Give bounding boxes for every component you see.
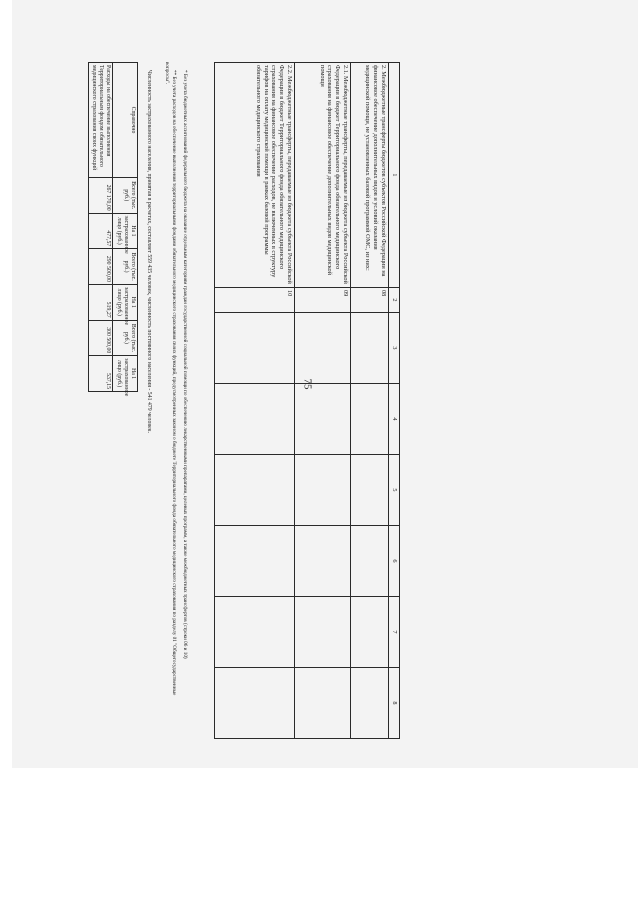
ref-header-row <box>113 63 138 392</box>
ref-col-header: Всего (тыс. руб.) <box>113 249 138 285</box>
col-header-4: 4 <box>389 384 400 455</box>
table-cell <box>351 597 389 668</box>
row-code: 08 <box>351 288 389 313</box>
row-description: 2. Межбюджетные трансферты бюджетов субъектов Российской Федерации на финансовое обеспечение дополнительных видов и условий оказания медицинской помощи, не установленных базовой программой ОМС, из них: <box>351 63 389 288</box>
col-header-2: 2 <box>389 288 400 313</box>
table-cell <box>295 313 351 384</box>
table-cell <box>351 384 389 455</box>
ref-col-header: На 1 застрахованное лицо (руб.) <box>113 356 138 392</box>
col-header-3: 3 <box>389 313 400 384</box>
ref-col-header: На 1 застрахованное лицо (руб.) <box>113 284 138 320</box>
col-header-5: 5 <box>389 455 400 526</box>
table-cell <box>215 668 295 739</box>
ref-data-row <box>88 63 113 392</box>
row-description: 2.2. Межбюджетные трансферты, передаваемые из бюджета субъекта Российской Федерации в бюджет Территориального фонда обязательного медицинского страхования на финансовое обеспечение расходов, не включенных в структуру тарифов на оплату медицинской помощи в рамках базовой программы обязательного медицинского страхования <box>215 63 295 288</box>
col-header-6: 6 <box>389 526 400 597</box>
table-cell <box>295 597 351 668</box>
population-text: Численность застрахованного населения, принятая в расчетах, составляет 559 435 человек, численность постоянного населения - 541 479 человек. <box>146 70 152 433</box>
footnotes <box>159 62 188 702</box>
ref-value: 477,57 <box>88 213 113 249</box>
table-cell <box>351 313 389 384</box>
col-header-1: 1 <box>389 63 400 288</box>
ref-col-header: Всего (тыс. руб.) <box>113 320 138 356</box>
reference-table <box>88 62 138 397</box>
table-cell <box>215 455 295 526</box>
ref-value: 537,15 <box>88 356 113 392</box>
main-table <box>214 62 400 739</box>
table-cell <box>295 668 351 739</box>
ref-header-label: Справочно <box>113 63 138 178</box>
row-code: 09 <box>295 288 351 313</box>
table-row <box>351 63 389 739</box>
col-header-7: 7 <box>389 597 400 668</box>
footnote-1: * Без учета бюджетных ассигнований федерального бюджета на оказание отдельным категориям граждан государственной социальной помощи по обеспечению лекарственными препаратами, целевых программ, а также межбюджетных трансфертов (строки 06 и 10) <box>182 70 188 659</box>
table-cell <box>215 384 295 455</box>
row-description: 2.1. Межбюджетные трансферты, передаваемые из бюджета субъекта Российской Федерации в бюджет Территориального фонда обязательного медицинского страхования на финансовое обеспечение дополнительных видов медицинской помощи <box>295 63 351 288</box>
table-cell <box>295 526 351 597</box>
table-cell <box>215 597 295 668</box>
page-number: 75 <box>301 378 314 390</box>
footnote-2: ** Без учета расходов на обеспечение выполнения территориальными фондами обязательного медицинского страхования своих функций, предусмотренных законом о бюджете Территориального фонда обязательного медицинского страхования по разделу 01 "Общегосударственные вопросы". <box>163 62 177 696</box>
ref-value: 290 500,00 <box>88 249 113 285</box>
table-row <box>215 63 295 739</box>
ref-value: 267 170,00 <box>88 178 113 214</box>
rotated-page-content <box>90 62 400 705</box>
ref-col-header: Всего (тыс. руб.) <box>113 178 138 214</box>
ref-value: 519,27 <box>88 284 113 320</box>
table-cell <box>351 668 389 739</box>
table-cell <box>295 384 351 455</box>
ref-row-label: Расходы на обеспечение выполнения Территориальным фондом обязательного медицинского страхования своих функций <box>88 63 113 178</box>
row-code: 10 <box>215 288 295 313</box>
table-cell <box>351 526 389 597</box>
table-cell <box>295 455 351 526</box>
table-row <box>295 63 351 739</box>
table-cell <box>215 313 295 384</box>
col-header-8: 8 <box>389 668 400 739</box>
table-cell <box>351 455 389 526</box>
page-margin <box>0 768 640 905</box>
ref-col-header: На 1 застрахованное лицо (руб.) <box>113 213 138 249</box>
table-cell <box>215 526 295 597</box>
ref-value: 300 500,00 <box>88 320 113 356</box>
header-row <box>389 63 400 739</box>
